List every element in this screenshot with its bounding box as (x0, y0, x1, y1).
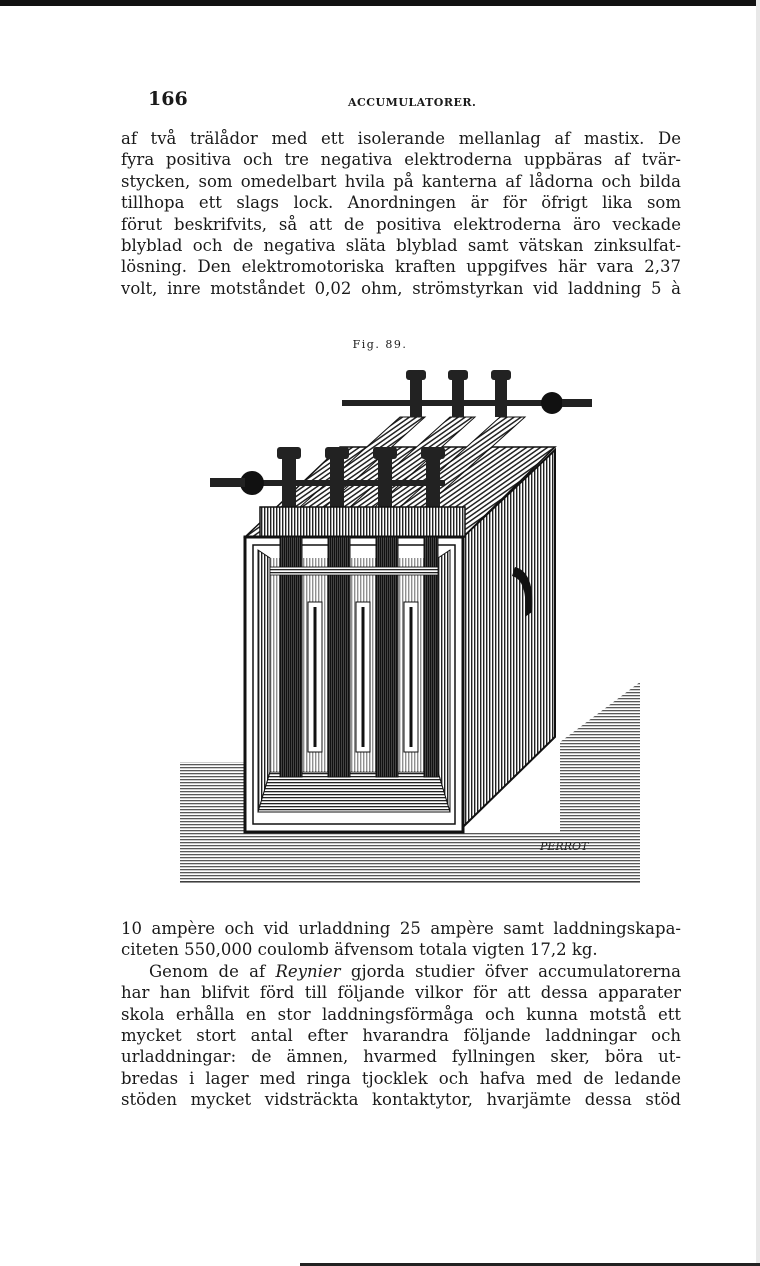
text-line: blyblad och de negativa släta blyblad samt vätskan zinksulfat- (121, 236, 681, 256)
text-line: fyra positiva och tre negativa elektroderna uppbäras af tvär- (121, 150, 681, 170)
engraver-signature: PERROT (540, 840, 589, 853)
text-line: urladdningar: de ämnen, hvarmed fyllningen sker, böra ut- (121, 1047, 681, 1067)
text-line: volt, inre motståndet 0,02 ohm, strömstyrkan vid laddning 5 à (121, 278, 681, 298)
text-line: mycket stort antal efter hvarandra följande laddningar och (121, 1026, 681, 1046)
text-line: skola erhålla en stor laddningsförmåga och kunna motstå ett (121, 1004, 681, 1024)
accumulator-illustration (180, 362, 640, 894)
text-line: förut beskrifvits, så att de positiva elektroderna äro veckade (121, 214, 681, 234)
running-head: ACCUMULATORER. (348, 96, 477, 109)
text-line: tillhopa ett slags lock. Anordningen är för öfrigt lika som (121, 193, 681, 213)
text-line: citeten 550,000 coulomb äfvensom totala vigten 17,2 kg. (121, 940, 598, 960)
back-terminals (406, 370, 511, 417)
top-edge-rule (0, 0, 760, 6)
page-edge-shadow (756, 0, 760, 1266)
page-header (148, 88, 568, 114)
text-line: har han blifvit förd till följande vilkor för att dessa apparater (121, 983, 681, 1003)
text-line-with-name (121, 961, 681, 982)
text-fragment: gjorda studier öfver accumulatorerna (340, 961, 681, 981)
text-line: bredas i lager med ringa tjocklek och hafva med de ledande (121, 1068, 681, 1088)
text-line: stycken, som omedelbart hvila på kanterna af lådorna och bilda (121, 171, 681, 191)
text-fragment: Genom de af (149, 961, 276, 981)
paragraph-bottom (121, 918, 681, 1111)
figure-caption: Fig. 89. (352, 338, 408, 351)
page-number: 166 (148, 88, 188, 110)
text-line: af två trälådor med ett isolerande mellanlag af mastix. De (121, 129, 681, 148)
text-line: lösning. Den elektromotoriska kraften uppgifves här vara 2,37 (121, 257, 681, 277)
text-line: 10 ampère och vid urladdning 25 ampère samt laddningskapa- (121, 919, 681, 938)
paragraph-top (121, 128, 681, 299)
author-name: Reynier (275, 961, 341, 981)
text-line: stöden mycket vidsträckta kontaktytor, hvarjämte dessa stöd (121, 1090, 681, 1110)
